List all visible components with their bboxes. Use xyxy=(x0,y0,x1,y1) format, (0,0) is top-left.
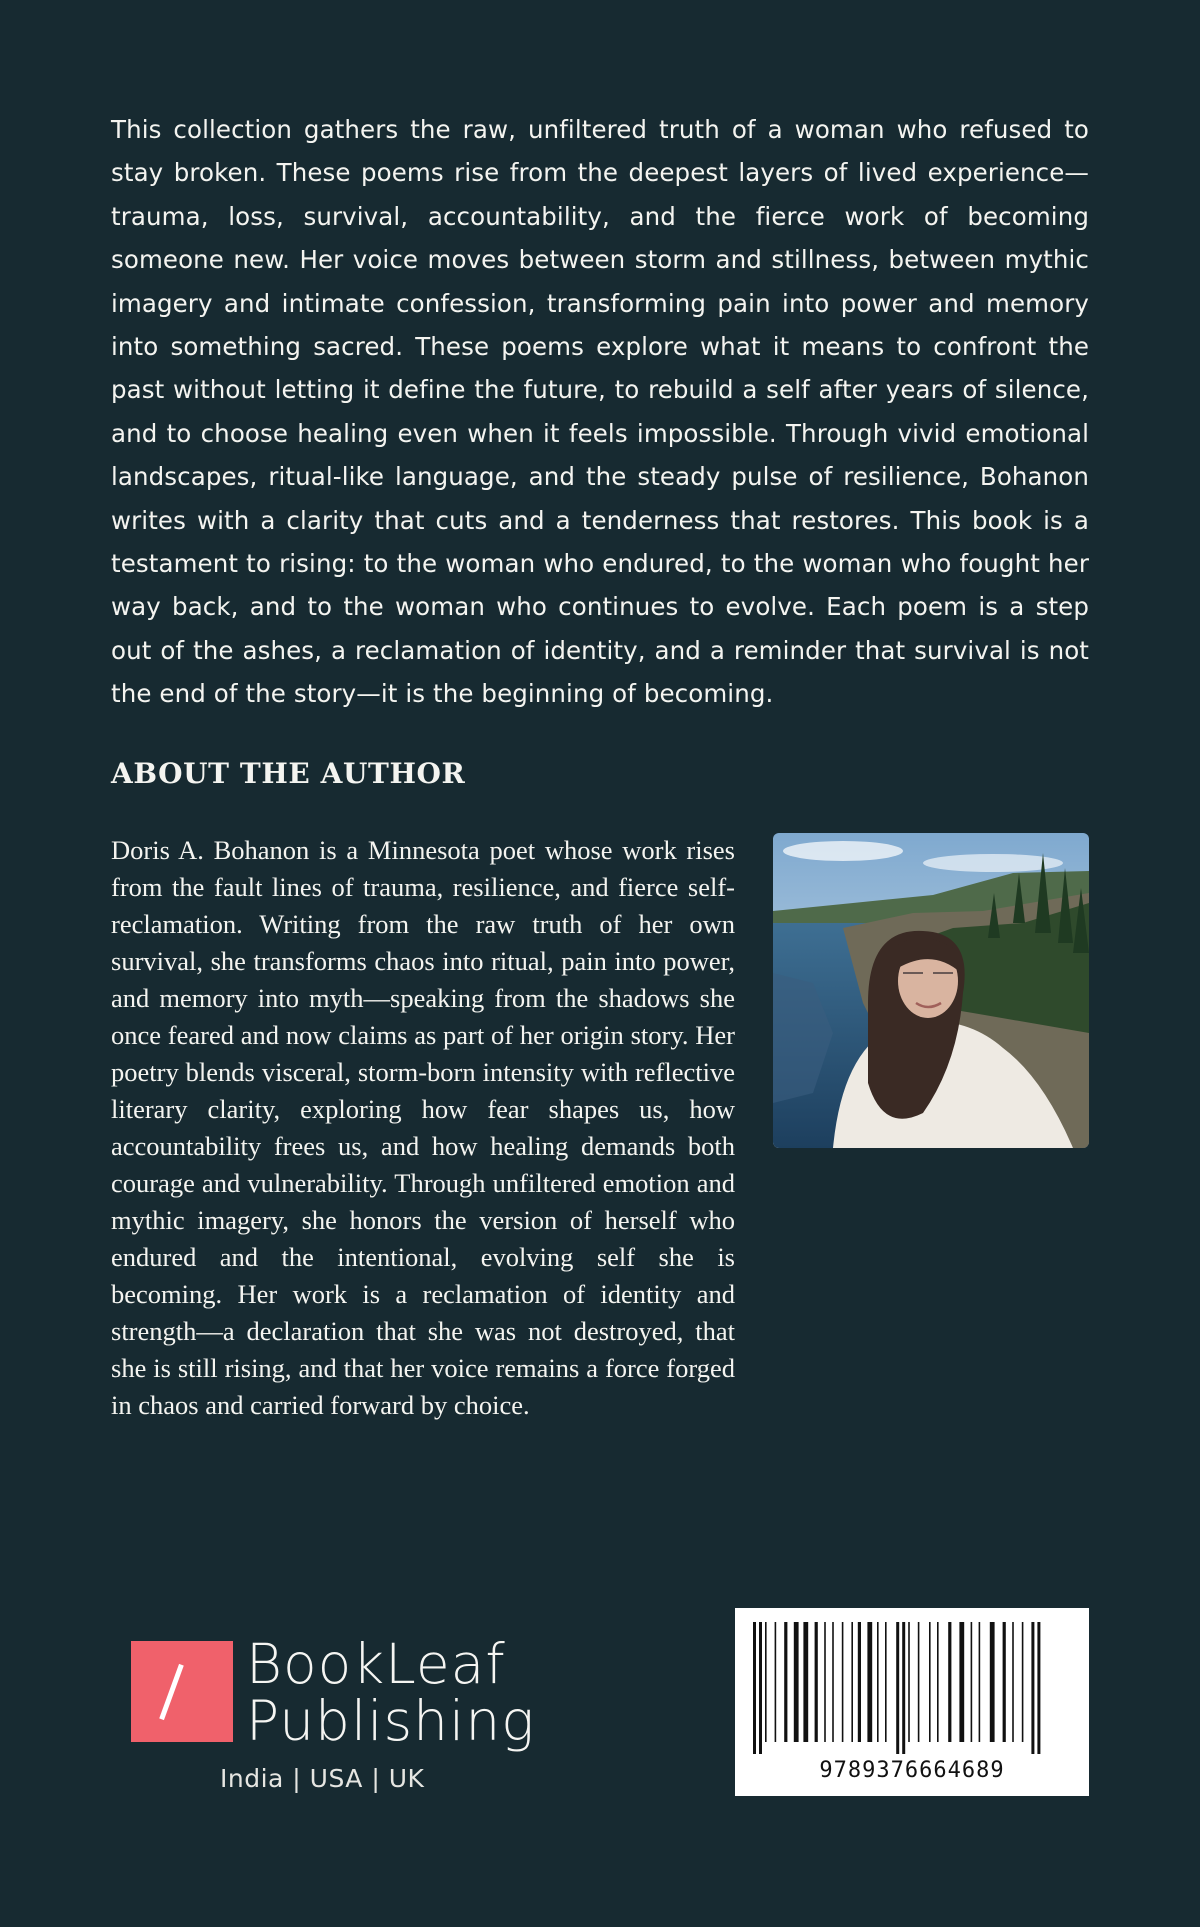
barcode-bar xyxy=(929,1622,931,1742)
barcode-bar xyxy=(765,1622,767,1742)
barcode-bar xyxy=(959,1622,964,1742)
barcode-bar xyxy=(815,1622,818,1742)
back-cover-blurb: This collection gathers the raw, unfiltered truth of a woman who refused to stay broken. These poems rise from the deepest layers of lived experience—trauma, loss, survival, accountability, and the fierce work of becoming someone new. Her voice moves between storm and stillness, between mythic imagery and intimate confession, transforming pain into power and memory into something sacred. These poems explore what it means to confront the past without letting it define the future, to rebuild a self after years of silence, and to choose healing even when it feels impossible. Through vivid emotional landscapes, ritual-like language, and the steady pulse of resilience, Bohanon writes with a clarity that cuts and a tenderness that restores. This book is a testament to rising: to the woman who endured, to the woman who fought her way back, and to the woman who continues to evolve. Each poem is a step out of the ashes, a reclamation of identity, and a reminder that survival is not the end of the story—it is the beginning of becoming. xyxy=(111,115,1089,709)
barcode-bar xyxy=(1003,1622,1006,1742)
barcode-bar xyxy=(979,1622,981,1742)
barcode-bar xyxy=(753,1622,756,1754)
barcode-bar xyxy=(948,1622,951,1742)
barcode-bar xyxy=(851,1622,853,1742)
barcode-bar xyxy=(858,1622,861,1742)
barcode-bar xyxy=(832,1622,834,1742)
barcode-bar xyxy=(803,1622,808,1742)
barcode-bar xyxy=(1031,1622,1034,1754)
barcode-bar xyxy=(784,1622,787,1742)
barcode-bar xyxy=(877,1622,879,1742)
barcode-bar xyxy=(1022,1622,1024,1742)
author-bio: Doris A. Bohanon is a Minnesota poet whose work rises from the fault lines of trauma, resilience, and fierce self-reclamation. Writing from the raw truth of her own survival, she transforms chaos into ritual, pain into power, and memory into myth—speaking from the shadows she once feared and now claims as part of her origin story. Her poetry blends visceral, storm-born intensity with reflective literary clarity, exploring how fear shapes us, how accountability frees us, and how healing demands both courage and vulnerability. Through unfiltered emotion and mythic imagery, she honors the version of herself who endured and the intentional, evolving self she is becoming. Her work is a reclamation of identity and strength—a declaration that she was not destroyed, that she is still rising, and that her voice remains a force forged in chaos and carried forward by choice. xyxy=(111,835,735,1420)
publisher-regions: India | USA | UK xyxy=(220,1764,425,1793)
barcode-bar xyxy=(824,1622,826,1742)
barcode-bar xyxy=(902,1622,905,1754)
publisher-name-line2: Publishing xyxy=(246,1689,536,1753)
publisher-name-line1: BookLeaf xyxy=(246,1632,506,1696)
isbn-barcode xyxy=(735,1608,1089,1796)
bookleaf-logo-icon xyxy=(131,1641,233,1742)
barcode-bar xyxy=(794,1622,799,1742)
barcode-bar xyxy=(775,1622,777,1742)
barcode-bars xyxy=(749,1622,1075,1754)
isbn-number: 9789376664689 xyxy=(819,1758,1005,1783)
barcode-bar xyxy=(1012,1622,1014,1742)
barcode-bar xyxy=(908,1622,910,1742)
barcode-bar xyxy=(896,1622,899,1754)
barcode-bar xyxy=(885,1622,887,1742)
author-photo xyxy=(773,833,1089,1148)
barcode-bar xyxy=(937,1622,939,1742)
barcode-bar xyxy=(918,1622,920,1742)
barcode-bar xyxy=(867,1622,872,1742)
barcode-bar xyxy=(990,1622,995,1742)
barcode-bar xyxy=(759,1622,762,1754)
barcode-bar xyxy=(971,1622,973,1742)
barcode-bar xyxy=(1037,1622,1040,1754)
barcode-bar xyxy=(842,1622,844,1742)
about-author-heading: ABOUT THE AUTHOR xyxy=(111,757,466,790)
bookleaf-publishing-logo xyxy=(131,1632,536,1801)
